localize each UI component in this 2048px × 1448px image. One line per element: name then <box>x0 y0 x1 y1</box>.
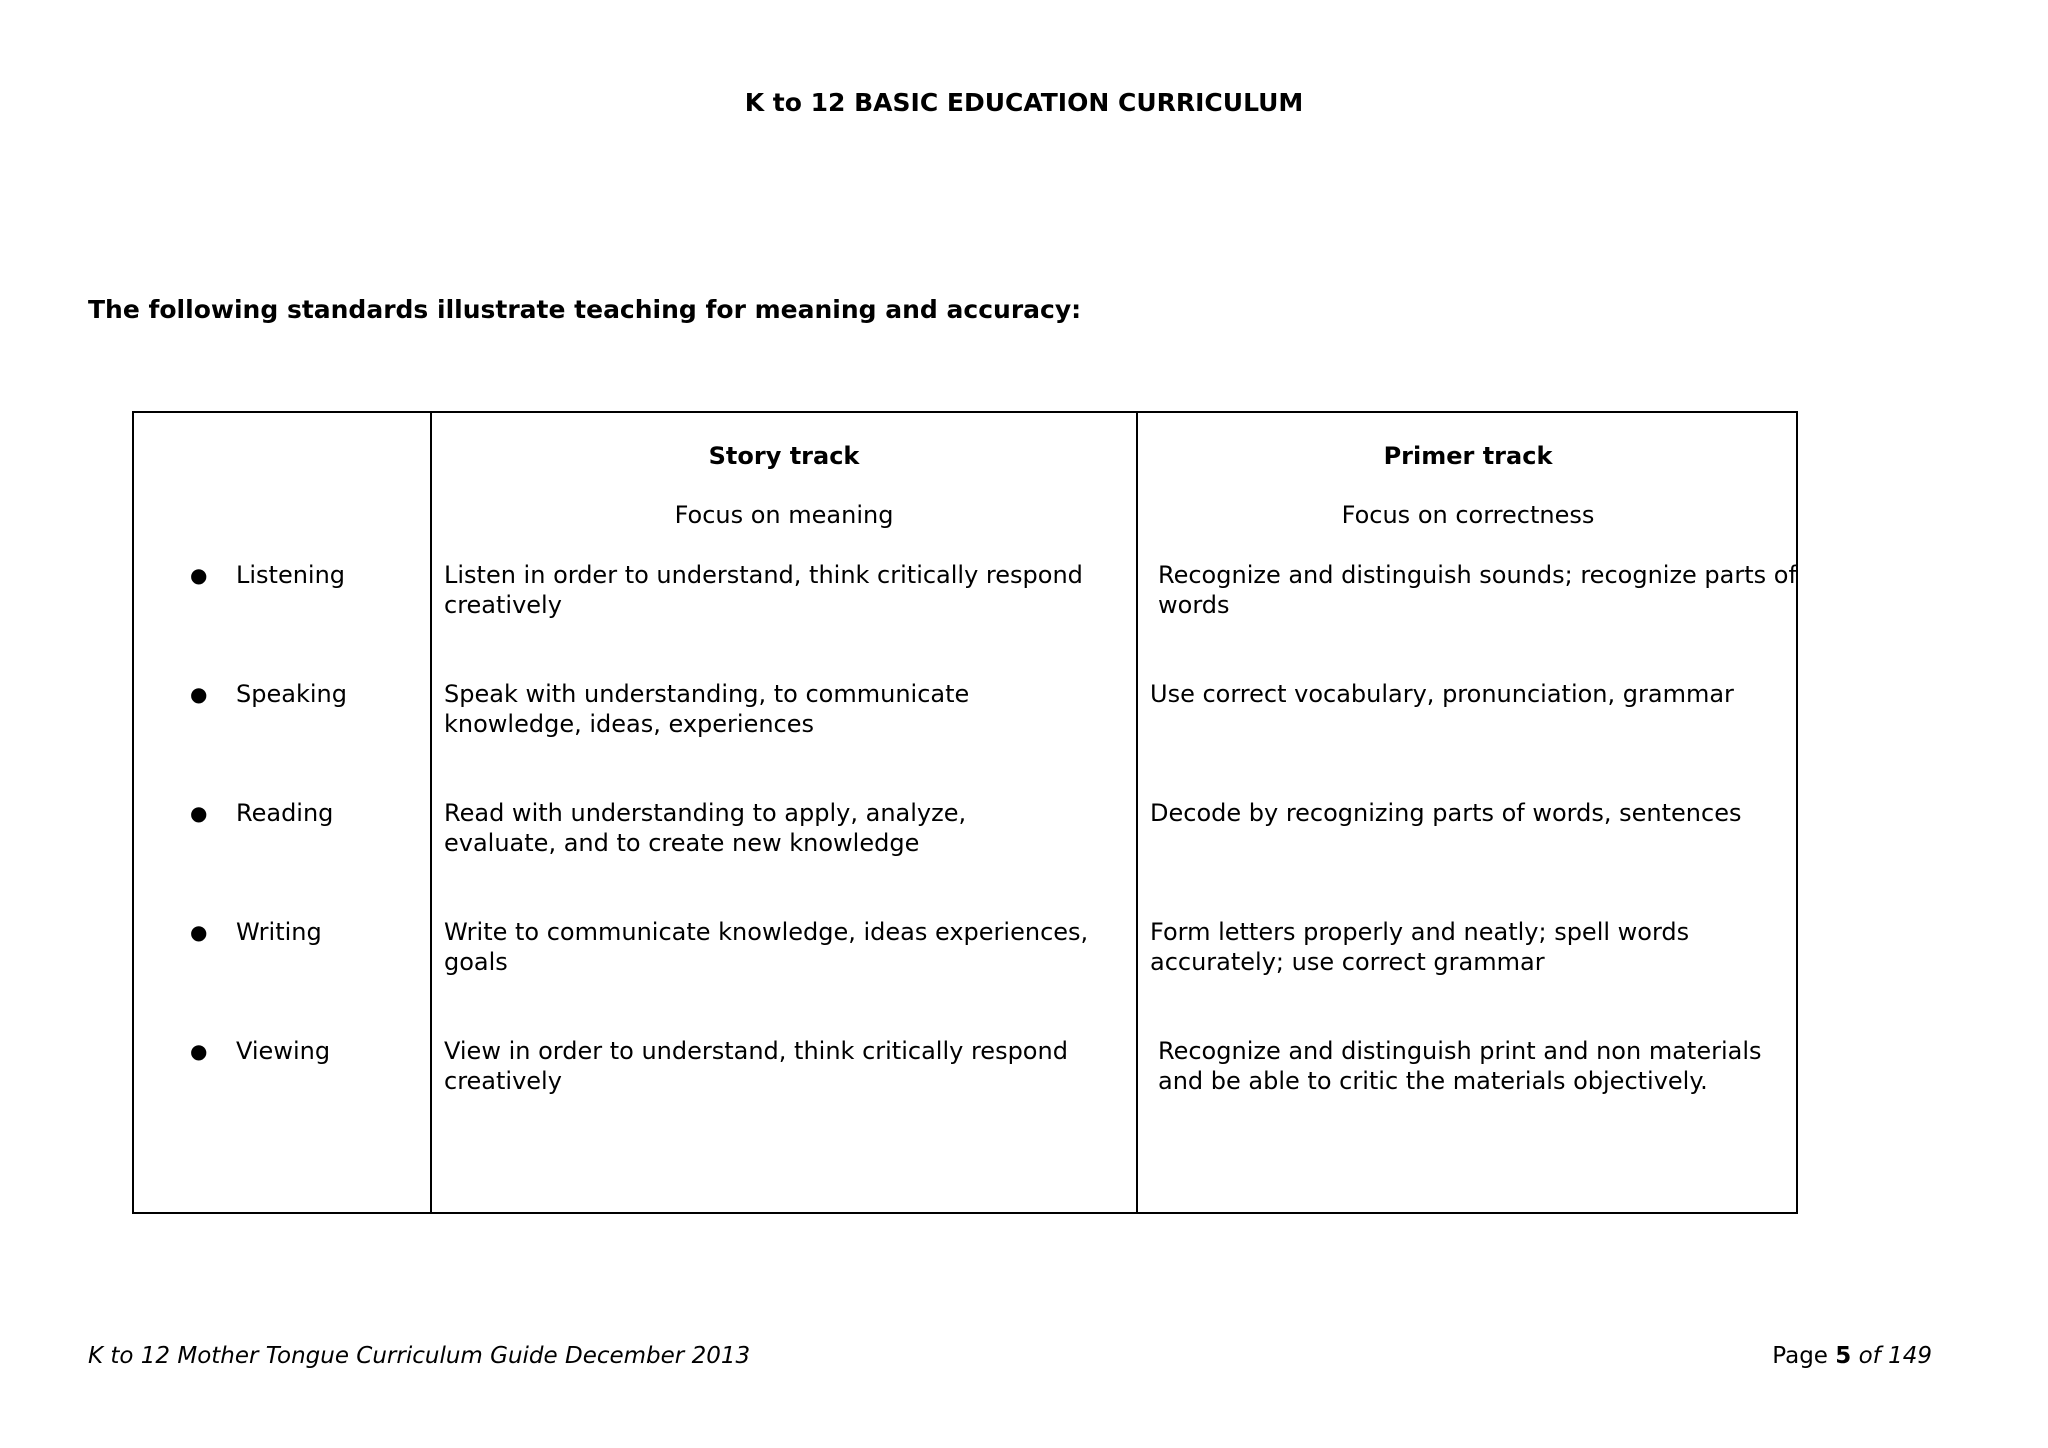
primer-cell: Form letters properly and neatly; spell words accurately; use correct grammar <box>1150 918 1690 976</box>
skill-label: Reading <box>236 799 334 827</box>
primer-track-focus: Focus on correctness <box>1341 501 1595 529</box>
column-divider <box>430 413 432 1212</box>
story-cell: View in order to understand, think critically respond creatively <box>444 1037 1068 1095</box>
story-cell: Speak with understanding, to communicate knowledge, ideas, experiences <box>444 680 970 738</box>
primer-cell: Decode by recognizing parts of words, sentences <box>1150 799 1742 827</box>
bullet-icon: ● <box>190 682 208 706</box>
story-track-focus: Focus on meaning <box>674 501 894 529</box>
skill-label: Writing <box>236 918 322 946</box>
bullet-icon: ● <box>190 801 208 825</box>
skill-label: Speaking <box>236 680 347 708</box>
story-track-title: Story track <box>708 442 860 470</box>
standards-table <box>132 411 1798 1214</box>
intro-heading: The following standards illustrate teaching for meaning and accuracy: <box>88 295 1082 324</box>
skill-label: Viewing <box>236 1037 331 1065</box>
column-divider <box>1136 413 1138 1212</box>
primer-cell: Recognize and distinguish print and non materials and be able to critic the materials objectively. <box>1158 1037 1762 1095</box>
bullet-icon: ● <box>190 563 208 587</box>
story-cell: Read with understanding to apply, analyze, evaluate, and to create new knowledge <box>444 799 967 857</box>
primer-track-header <box>1138 441 1798 530</box>
bullet-icon: ● <box>190 1039 208 1063</box>
story-cell: Write to communicate knowledge, ideas experiences, goals <box>444 918 1089 976</box>
primer-track-title: Primer track <box>1383 442 1553 470</box>
story-cell: Listen in order to understand, think critically respond creatively <box>444 561 1083 619</box>
page-indicator <box>1772 1343 1932 1369</box>
footer-guide-title: K to 12 Mother Tongue Curriculum Guide December 2013 <box>88 1343 751 1369</box>
page-title: K to 12 BASIC EDUCATION CURRICULUM <box>744 88 1304 117</box>
page-number: 5 <box>1835 1343 1852 1369</box>
skill-label: Listening <box>236 561 346 589</box>
primer-cell: Use correct vocabulary, pronunciation, grammar <box>1150 680 1734 708</box>
primer-cell: Recognize and distinguish sounds; recognize parts of words <box>1158 561 1797 619</box>
story-track-header <box>432 441 1136 530</box>
page-label: Page <box>1772 1343 1828 1369</box>
bullet-icon: ● <box>190 920 208 944</box>
page-total: of 149 <box>1858 1343 1932 1369</box>
